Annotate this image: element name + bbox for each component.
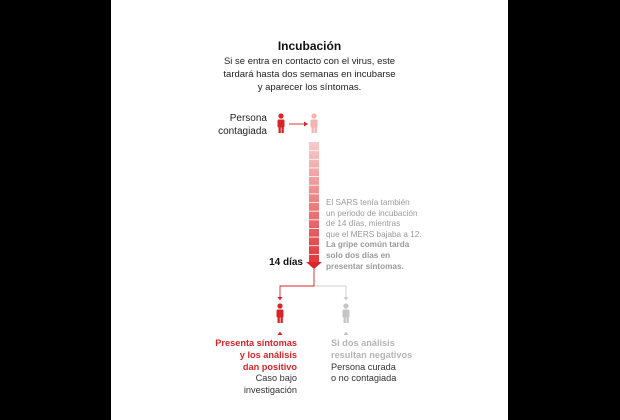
negative-highlight-line: Si dos análisis [331,338,395,348]
positive-highlight-line: y los análisis [239,349,297,360]
side-note-line: de 14 días, mientras [326,219,401,229]
subtitle-line: y aparecer los síntomas. [257,82,362,93]
subtitle-line: tardará hasta dos semanas en incubarse [223,69,396,80]
negative-up-arrow [344,332,349,336]
negative-normal-line: Persona curada [331,361,396,372]
positive-highlight-line: dan positivo [242,361,297,372]
positive-normal-line: Caso bajo [255,373,297,384]
transmission-arrow [289,122,308,127]
positive-up-arrow [278,332,283,336]
branch-lines [278,269,349,301]
days-label: 14 días [269,257,303,268]
bar-arrowhead [306,262,322,269]
side-note-bold-line: solo dos días en [326,250,391,260]
person-label-line: contagiada [218,126,267,137]
side-note-bold-line: presentar síntomas. [326,261,404,271]
infographic-panel [111,0,508,420]
positive-outcome [197,338,297,397]
positive-person-icon [277,303,284,323]
side-note-line: un periodo de incubación [326,208,418,218]
side-note-line: que el MERS bajaba a 12. [326,229,422,239]
side-note-line: El SARS tenía también [326,198,410,207]
exposed-person-icon [311,113,318,133]
infected-person-icon [278,113,285,133]
positive-normal-line: investigación [243,385,297,396]
positive-highlight-line: Presenta síntomas [215,338,297,348]
title: Incubación [277,39,342,53]
negative-person-icon [343,303,350,323]
side-note-bold-line: La gripe común tarda [326,240,410,250]
subtitle-line: Si se entra en contacto con el virus, este [223,56,396,67]
negative-highlight-line: resultan negativos [331,349,413,360]
side-note [326,198,436,272]
person-label-line: Persona [229,113,267,124]
negative-outcome [331,338,451,385]
incubation-bar [306,142,322,269]
negative-normal-line: o no contagiada [331,373,397,384]
